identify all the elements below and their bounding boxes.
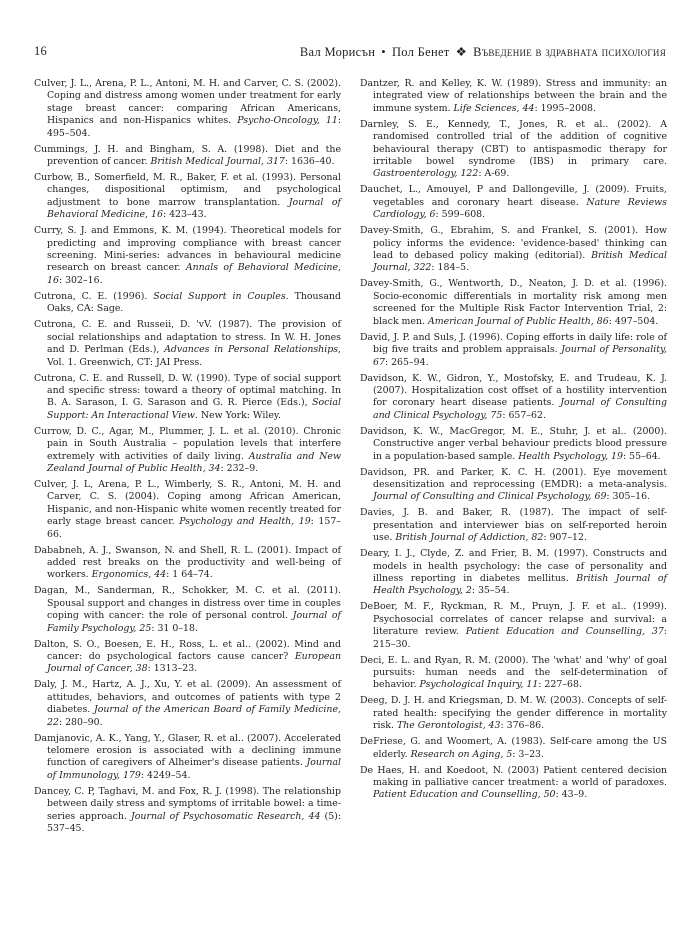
reference-source: Journal of Behavioral Medicine, 16 bbox=[47, 196, 341, 221]
reference-text: Curbow, B., Somerfield, M. R., Baker, F. et al. (1993). Personal changes, dispositional optimism, and psychological adjustment to bone marrow transplantation. bbox=[34, 172, 341, 208]
reference-entry bbox=[34, 545, 341, 582]
reference-pages: : 157–66. bbox=[47, 516, 341, 540]
author-name-2: Пол Бенет bbox=[391, 45, 450, 59]
reference-pages: : 423–43. bbox=[162, 209, 207, 221]
reference-entry bbox=[360, 278, 667, 328]
reference-source: Research on Aging, 5 bbox=[410, 748, 513, 760]
reference-source: Journal of Consulting and Clinical Psychology, 75 bbox=[373, 397, 667, 421]
reference-entry bbox=[34, 426, 341, 476]
reference-entry bbox=[360, 184, 667, 221]
reference-pages: : 1995–2008. bbox=[534, 102, 596, 114]
reference-text: Daly, J. M., Hartz, A. J., Xu, Y. et al. (2009). An assessment of attitudes, behaviors, and outcomes of patients with type 2 diabetes. bbox=[34, 679, 341, 716]
reference-source: Social Support: An Interactional View bbox=[47, 397, 341, 421]
reference-text: David, J. P. and Suls, J. (1996). Coping efforts in daily life: role of big five traits and problem appraisals. bbox=[360, 331, 667, 356]
reference-source: Advances in Personal Relationships bbox=[164, 344, 339, 356]
reference-source: Journal of Family Psychology, 25 bbox=[47, 610, 341, 634]
reference-pages: : 1636–40. bbox=[284, 156, 335, 168]
reference-pages: : 43–9. bbox=[555, 789, 588, 801]
reference-source: Psycho-Oncology, 11 bbox=[237, 115, 338, 127]
reference-entry bbox=[360, 467, 667, 504]
reference-entry bbox=[34, 679, 341, 729]
reference-entry bbox=[360, 736, 667, 761]
reference-pages: : 35–54. bbox=[471, 585, 510, 597]
reference-source: Psychological Inquiry, 11 bbox=[419, 679, 539, 691]
reference-entry bbox=[360, 426, 667, 463]
reference-pages: : 1313–23. bbox=[147, 663, 198, 675]
reference-pages: : 376–86. bbox=[500, 720, 545, 732]
ornament-separator: ❖ bbox=[455, 45, 468, 59]
reference-entry bbox=[360, 119, 667, 181]
reference-text: Cutrona, C. E. and Russell, D. W. (1990). Type of social support and specific stress: toward a theory of optimal matching. In B. A. Sarason, I. G. Sarason and G. R. Pierce (Eds.), bbox=[34, 372, 341, 409]
reference-entry bbox=[34, 172, 341, 222]
reference-text: DeBoer, M. F., Ryckman, R. M., Pruyn, J. F. et al.. (1999). Psychosocial correlates of cancer relapse and survival: a literature review. bbox=[360, 601, 667, 638]
references-column-right bbox=[360, 78, 667, 805]
reference-entry bbox=[360, 507, 667, 544]
book-title: Въведение в здравната психология bbox=[473, 45, 666, 59]
reference-source: Psychology and Health, 19 bbox=[179, 516, 311, 528]
reference-source: British Journal of Addiction, 82 bbox=[395, 532, 544, 544]
reference-text: Dababneh, A. J., Swanson, N. and Shell, R. L. (2001). Impact of added rest breaks on the productivity and well-being of workers. bbox=[34, 544, 341, 581]
reference-text: Darnley, S. E., Kennedy, T., Jones, R. et al.. (2002). A randomised controlled trial of the addition of cognitive behavioural therapy (CBT) to antispasmodic therapy for irritable bowel syndrome (IBS) in primary care. bbox=[360, 118, 667, 168]
reference-pages: : A-69. bbox=[478, 168, 510, 180]
reference-text: Davidson, K. W., MacGregor, M. E., Stuhr, J. et al.. (2000). Constructive anger verbal behaviour predicts blood pressure in a population-based sample. bbox=[360, 425, 667, 462]
reference-pages: : 215–30. bbox=[373, 626, 667, 650]
reference-pages: , Vol. 1. Greenwich, CT: JAI Press. bbox=[47, 344, 341, 368]
reference-text: Davey-Smith, G., Wentworth, D., Neaton, J. D. et al. (1996). Socio-economic differentials in mortality risk among men screened for the Multiple Risk Factor Intervention Trial, 2: black men. bbox=[360, 278, 667, 327]
reference-pages: : 907–12. bbox=[543, 532, 587, 544]
reference-entry bbox=[360, 332, 667, 369]
bullet-separator: • bbox=[381, 45, 386, 59]
reference-entry bbox=[360, 765, 667, 802]
reference-source: British Medical Journal, 322 bbox=[373, 250, 668, 274]
reference-text: Davidson, PR. and Parker, K. C. H. (2001). Eye movement desensitization and reprocessing (EMDR): a meta-analysis. bbox=[360, 466, 667, 490]
reference-pages: : 305–16. bbox=[606, 491, 651, 503]
reference-text: Dagan, M., Sanderman, R., Schokker, M. C. et al. (2011). Spousal support and changes in distress over time in couples coping with cancer: the role of personal control. bbox=[34, 585, 341, 622]
reference-text: Culver, J. L, Arena, P. L., Wimberly, S. R., Antoni, M. H. and Carver, C. S. (2004). Coping among African American, Hispanic, and non-Hispanic white women recently treated for early stage breast cancer. bbox=[34, 478, 341, 528]
reference-entry bbox=[360, 695, 667, 732]
reference-source: Ergonomics, 44 bbox=[91, 569, 167, 581]
reference-text: Dantzer, R. and Kelley, K. W. (1989). Stress and immunity: an integrated view of relationships between the brain and the immune system. bbox=[360, 78, 667, 114]
reference-pages: (5): 537–45. bbox=[47, 810, 341, 835]
reference-pages: . New York: Wiley. bbox=[194, 409, 281, 421]
reference-pages: : 599–608. bbox=[435, 209, 486, 221]
reference-pages: : 184–5. bbox=[431, 262, 470, 274]
reference-entry bbox=[34, 585, 341, 635]
reference-entry bbox=[34, 144, 341, 169]
reference-text: Culver, J. L., Arena, P. L., Antoni, M. H. and Carver, C. S. (2002). Coping and distress among women under treatment for early stage breast cancer: comparing African Americans, Hispanics and non-Hispanics whites. bbox=[34, 78, 341, 127]
reference-pages: : 232–9. bbox=[220, 462, 259, 474]
page-header bbox=[34, 44, 666, 60]
reference-entry bbox=[360, 373, 667, 423]
author-name-1: Вал Морисън bbox=[299, 45, 376, 59]
references-column-left bbox=[34, 78, 341, 839]
reference-source: Life Sciences, 44 bbox=[453, 102, 535, 114]
reference-source: Annals of Behavioral Medicine, 16 bbox=[47, 262, 342, 286]
reference-pages: : 3–23. bbox=[512, 748, 544, 760]
reference-text: Deary, I. J., Clyde, Z. and Frier, B. M. (1997). Constructs and models in health psychology: the case of personality and illness reporting in diabetes mellitus. bbox=[360, 548, 667, 584]
reference-pages: : 302–16. bbox=[58, 274, 103, 286]
reference-entry bbox=[34, 479, 341, 541]
reference-pages: : 497–504. bbox=[608, 315, 659, 327]
reference-pages: : 657–62. bbox=[502, 409, 546, 421]
reference-pages: : 280–90. bbox=[58, 716, 103, 728]
reference-source: American Journal of Public Health, 86 bbox=[427, 315, 609, 327]
reference-pages: : 265–94. bbox=[384, 356, 429, 368]
reference-entry bbox=[34, 786, 341, 836]
reference-source: The Gerontologist, 43 bbox=[396, 720, 501, 732]
reference-source: Patient Education and Counselling, 37 bbox=[465, 626, 664, 638]
reference-entry bbox=[360, 655, 667, 692]
reference-text: Currow, D. C., Agar, M., Plummer, J. L. et al. (2010). Chronic pain in South Australia – population levels that interfere extremely with activities of daily living. bbox=[34, 425, 341, 462]
page-number: 16 bbox=[34, 44, 48, 58]
reference-pages: : 495–504. bbox=[47, 115, 341, 139]
reference-text: Curry, S. J. and Emmons, K. M. (1994). Theoretical models for predicting and improving compliance with breast cancer screening. Mini-series: advances in behavioural medicine research on breast cancer. bbox=[34, 225, 341, 274]
reference-source: British Journal of Health Psychology, 2 bbox=[373, 572, 667, 597]
reference-text: Davidson, K. W., Gidron, Y., Mostofsky, E. and Trudeau, K. J. (2007). Hospitalization cost offset of a hostility intervention for coronary heart disease patients. bbox=[360, 372, 667, 409]
reference-text: Davies, J. B. and Baker, R. (1987). The impact of self-presentation and interviewer bias on self-reported heroin use. bbox=[360, 507, 667, 544]
reference-entry bbox=[34, 319, 341, 369]
reference-entry bbox=[360, 78, 667, 115]
reference-source: Journal of Consulting and Clinical Psychology, 69 bbox=[373, 491, 607, 503]
reference-entry bbox=[360, 601, 667, 651]
reference-source: Journal of the American Board of Family Medicine, 22 bbox=[47, 704, 341, 728]
reference-pages: : 55–64. bbox=[622, 450, 661, 462]
reference-text: Dalton, S. O., Boesen, E. H., Ross, L. et al.. (2002). Mind and cancer: do psychological factors cause cancer? bbox=[34, 638, 341, 662]
reference-entry bbox=[34, 291, 341, 316]
reference-pages: Thousand Oaks, CA: Sage. bbox=[47, 290, 341, 315]
reference-source: Patient Education and Counselling, 50 bbox=[373, 789, 556, 801]
reference-source: Health Psychology, 19 bbox=[518, 450, 623, 462]
reference-source: British Medical Journal, 317 bbox=[150, 156, 285, 168]
reference-text: Damjanovic, A. K., Yang, Y., Glaser, R. et al.. (2007). Accelerated telomere erosion is associated with a declining immune function of caregivers of Alheimer's disease patients. bbox=[34, 732, 341, 769]
reference-text: De Haes, H. and Koedoot, N. (2003) Patient centered decision making in palliative cancer treatment: a world of paradoxes. bbox=[360, 764, 667, 789]
reference-text: Cutrona, C. E. and Russeii, D. 'vV. (1987). The provision of social relationships and adaptation to stress. In W. H. Jones and D. Perlman (Eds.), bbox=[34, 319, 341, 356]
reference-source: Journal of Immunology, 179 bbox=[47, 757, 341, 781]
reference-source: European Journal of Cancer, 38 bbox=[47, 651, 341, 675]
reference-entry bbox=[34, 733, 341, 783]
reference-entry bbox=[34, 639, 341, 676]
reference-entry bbox=[34, 373, 341, 423]
reference-entry bbox=[360, 548, 667, 598]
reference-pages: : 31 0–18. bbox=[151, 622, 198, 634]
reference-text: Deeg, D. J. H. and Kriegsman, D. M. W. (2003). Concepts of self-rated health: specifying the gender difference in mortality risk. bbox=[360, 695, 667, 732]
reference-source: Social Support in Couples. bbox=[153, 290, 289, 302]
reference-entry bbox=[34, 78, 341, 140]
reference-source: Nature Reviews Cardiology, 6 bbox=[373, 196, 667, 221]
reference-source: Journal of Psychosomatic Research, 44 bbox=[131, 810, 321, 822]
reference-text: Dauchet, L., Amouyel, P and Dallongeville, J. (2009). Fruits, vegetables and coronary heart disease. bbox=[360, 184, 667, 208]
reference-pages: : 1 64–74. bbox=[166, 569, 213, 581]
reference-text: Cutrona, C. E. (1996). bbox=[34, 290, 154, 302]
reference-pages: : 4249–54. bbox=[140, 769, 191, 781]
reference-text: Davey-Smith, G., Ebrahim, S. and Frankel, S. (2001). How policy informs the evidence: 'evidence-based' thinking can lead to debased policy making (editorial). bbox=[360, 225, 667, 262]
reference-text: DeFriese, G. and Woomert, A. (1983). Self-care among the US elderly. bbox=[360, 736, 667, 760]
running-head bbox=[300, 44, 666, 60]
reference-source: Journal of Personality, 67 bbox=[373, 344, 667, 368]
reference-entry bbox=[34, 225, 341, 287]
reference-pages: : 227–68. bbox=[538, 679, 582, 691]
reference-source: Australia and New Zealand Journal of Public Health, 34 bbox=[47, 450, 341, 474]
reference-text: Deci, E. L. and Ryan, R. M. (2000). The 'what' and 'why' of goal pursuits: human needs and the self-determination of behavior. bbox=[360, 654, 667, 691]
reference-text: Cummings, J. H. and Bingham, S. A. (1998). Diet and the prevention of cancer. bbox=[34, 143, 341, 168]
reference-source: Gastroenterology, 122 bbox=[373, 168, 479, 180]
reference-entry bbox=[360, 225, 667, 275]
reference-text: Dancey, C. P, Taghavi, M. and Fox, R. J. (1998). The relationship between daily stress and symptoms of irritable bowel: a time-series approach. bbox=[34, 785, 341, 822]
